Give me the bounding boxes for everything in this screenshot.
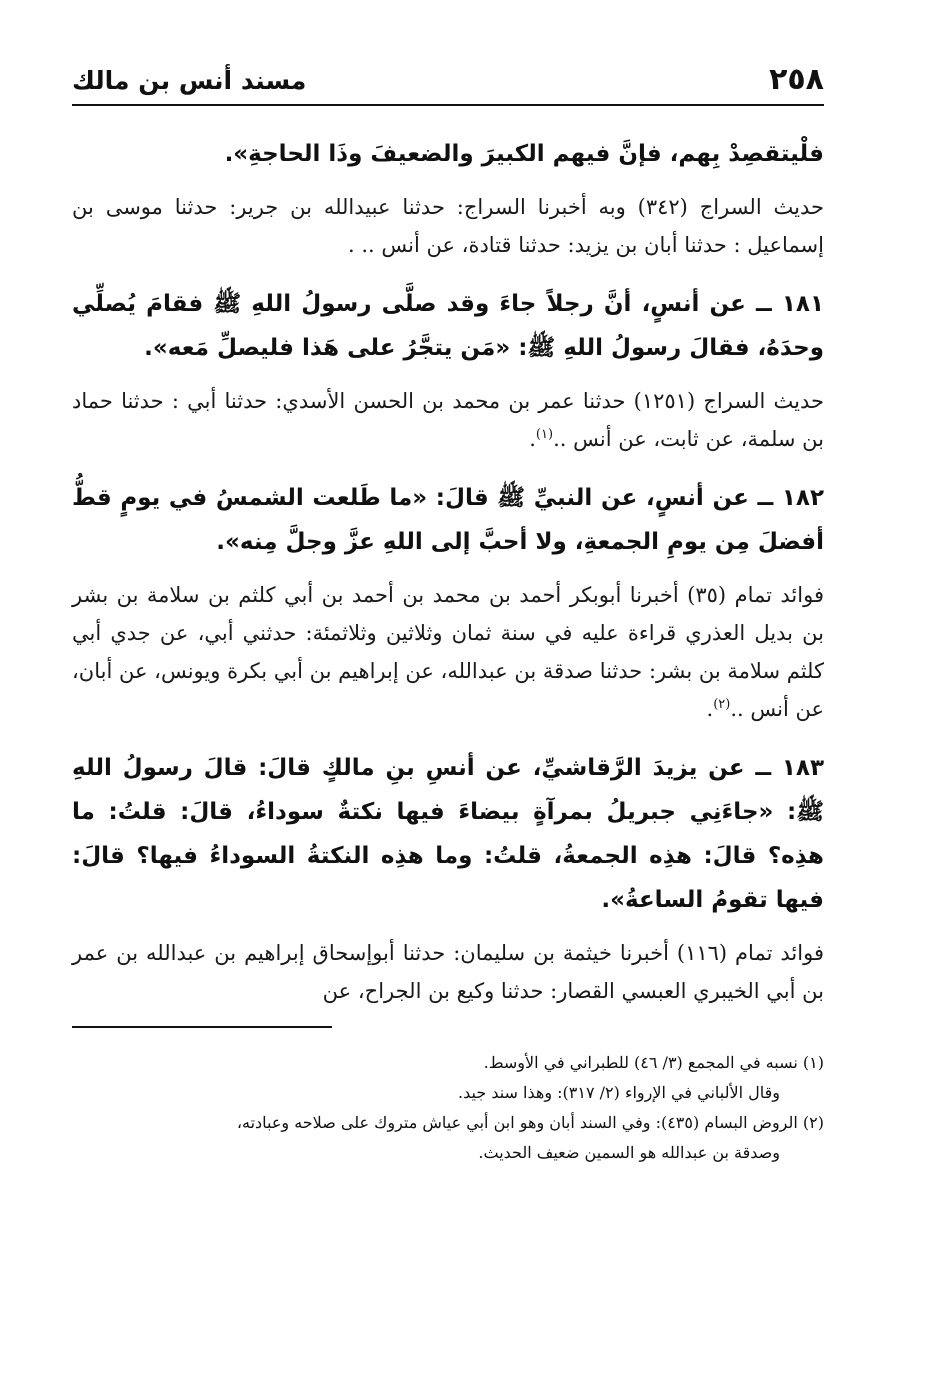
page-header (72, 60, 824, 106)
footnotes (72, 1048, 824, 1168)
isnad-paragraph: حديث السراج (٣٤٢) وبه أخبرنا السراج: حدثنا عبيدالله بن جرير: حدثنا موسى بن إسماعيل : حدثنا أبان بن يزيد: حدثنا قتادة، عن أنس .. . (72, 195, 824, 257)
isnad-paragraph: فوائد تمام (٣٥) أخبرنا أبوبكر أحمد بن محمد بن أحمد بن أبي كلثم بن سلامة بن بشر بن بديل العذري قراءة عليه في سنة ثمان وثلاثين وثلاثمئة: حدثني أبي، عن جدي أبي كلثم سلامة بن بشر: حدثنا صدقة بن عبدالله، عن إبراهيم بن أبي بكرة ويونس، عن أبان، عن أنس ..$^{(٢)}$. (72, 583, 824, 721)
hadith-181: ١٨١ ــ عن أنسٍ، أنَّ رجلاً جاءَ وقد صلَّى رسولُ اللهِ ﷺ فقامَ يُصلِّي وحدَهُ، فقالَ رسولُ اللهِ ﷺ: «مَن يتجَّرُ على هَذا فليصلِّ مَعه». (72, 291, 824, 361)
footnote-reference: (٢) (713, 697, 731, 712)
footnote-1: (١) نسبه في المجمع (٣/ ٤٦) للطبراني في الأوسط. (483, 1053, 824, 1072)
hadith-text-continuation: فلْيتقصِدْ بِهم، فإنَّ فيهم الكبيرَ والضعيفَ وذَا الحاجةِ». (224, 141, 824, 167)
footnote-1-continuation: وقال الألباني في الإرواء (٢/ ٣١٧): وهذا سند جيد. (458, 1083, 780, 1102)
isnad-text: فوائد تمام (٣٥) أخبرنا أبوبكر أحمد بن محمد بن أحمد بن أبي كلثم بن سلامة بن بشر بن بديل العذري قراءة عليه في سنة ثمان وثلاثين وثلاثمئة: حدثني أبي، عن جدي أبي كلثم سلامة بن بشر: حدثنا صدقة بن عبدالله، عن إبراهيم بن أبي بكرة ويونس، عن أبان، عن أنس .. (72, 583, 824, 721)
hadith-182: ١٨٢ ــ عن أنسٍ، عن النبيِّ ﷺ قالَ: «ما طَلعت الشمسُ في يومٍ قطُّ أفضلَ مِن يومِ الجمعةِ، ولا أحبَّ إلى اللهِ عزَّ وجلَّ مِنه». (72, 485, 824, 555)
footnote-2-continuation: وصدقة بن عبدالله هو السمين ضعيف الحديث. (478, 1143, 780, 1162)
footnote-divider (72, 1026, 332, 1028)
page-number: ٢٥٨ (769, 62, 824, 97)
hadith-183: ١٨٣ ــ عن يزيدَ الرَّقاشيِّ، عن أنسِ بنِ مالكٍ قالَ: قالَ رسولُ اللهِ ﷺ: «جاءَنِي جبريلُ بمرآةٍ بيضاءَ فيها نكتةٌ سوداءُ، قالَ: قلتُ: ما هذِه؟ قالَ: هذِه الجمعةُ، قلتُ: وما هذِه النكتةُ السوداءُ فيها؟ قالَ: فيها تقومُ الساعةُ». (72, 755, 824, 913)
isnad-paragraph: حديث السراج (١٢٥١) حدثنا عمر بن محمد بن الحسن الأسدي: حدثنا أبي : حدثنا حماد بن سلمة، عن ثابت، عن أنس ..$^{(١)}$. (72, 389, 824, 451)
footnote-2: (٢) الروض البسام (٤٣٥): وفي السند أبان وهو ابن أبي عياش متروك على صلاحه وعبادته، (236, 1113, 824, 1132)
page-content (72, 132, 824, 1010)
isnad-paragraph: فوائد تمام (١١٦) أخبرنا خيثمة بن سليمان: حدثنا أبوإسحاق إبراهيم بن عبدالله بن عمر بن أبي الخيبري العبسي القصار: حدثنا وكيع بن الجراح، عن (72, 941, 824, 1003)
footnote-reference: (١) (535, 427, 554, 442)
book-page (72, 60, 824, 1168)
running-title: مسند أنس بن مالك (72, 66, 307, 95)
isnad-text: حديث السراج (١٢٥١) حدثنا عمر بن محمد بن الحسن الأسدي: حدثنا أبي : حدثنا حماد بن سلمة، عن ثابت، عن أنس .. (72, 389, 824, 451)
